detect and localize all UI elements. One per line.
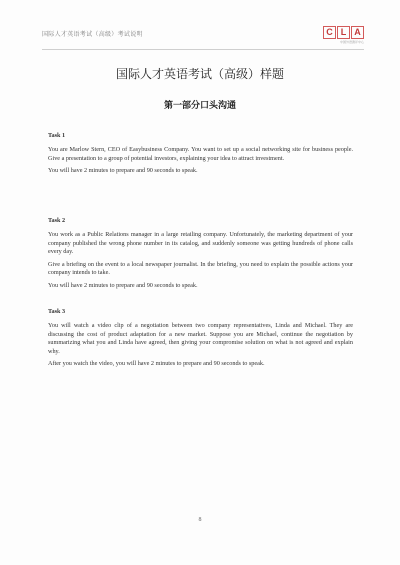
task-paragraph: You will have 2 minutes to prepare and 90 seconds to speak. — [48, 281, 198, 289]
task-paragraph: You will watch a video clip of a negotiation between two company representatives, Linda and Michael. They are discussing the cost of product adaptation for a new market. Suppose you are Michael, continue the negotiation by summarizing what you and Linda have agreed, then giving your compromise solution on what is not agreed and explain why. — [48, 322, 353, 355]
task-block — [48, 132, 353, 211]
document-title: 国际人才英语考试（高级）样题 — [115, 67, 284, 81]
tasks-content — [48, 132, 353, 373]
logo-letter-a: A — [351, 26, 364, 39]
task-heading: Task 1 — [48, 132, 66, 139]
task-paragraph: Give a briefing on the event to a local newspaper journalist. In the briefing, you need to explain the possible actions your company intends to take. — [48, 260, 353, 277]
page-number: 8 — [198, 517, 202, 523]
task-block — [48, 217, 353, 296]
section-title: 第一部分口头沟通 — [163, 101, 236, 111]
logo-letter-c: C — [323, 26, 336, 39]
cla-logo — [324, 26, 364, 46]
logo-letters — [323, 26, 364, 39]
task-block — [48, 308, 353, 369]
task-paragraph: You work as a Public Relations manager in a large retailing company. Unfortunately, the marketing department of your company published the wrong phone number in its catalog, and suddenly someone was getting hundreds of phone calls every day. — [48, 231, 353, 256]
task-heading: Task 2 — [48, 217, 66, 224]
header-title: 国际人才英语考试（高级）考试说明 — [42, 31, 143, 38]
header-divider — [42, 49, 364, 50]
page-header — [42, 26, 364, 48]
logo-subtitle: 中国外语测评中心 — [339, 40, 364, 44]
logo-letter-l: L — [337, 26, 350, 39]
task-heading: Task 3 — [48, 308, 66, 315]
task-paragraph: You will have 2 minutes to prepare and 90 seconds to speak. — [48, 167, 198, 175]
task-paragraph: You are Marlow Stern, CEO of Easybusiness Company. You want to set up a social networking site for business people. Give a presentation to a group of potential investors, explaining your idea to attract investment. — [48, 146, 353, 162]
task-paragraph: After you watch the video, you will have 2 minutes to prepare and 90 seconds to speak. — [48, 360, 265, 368]
